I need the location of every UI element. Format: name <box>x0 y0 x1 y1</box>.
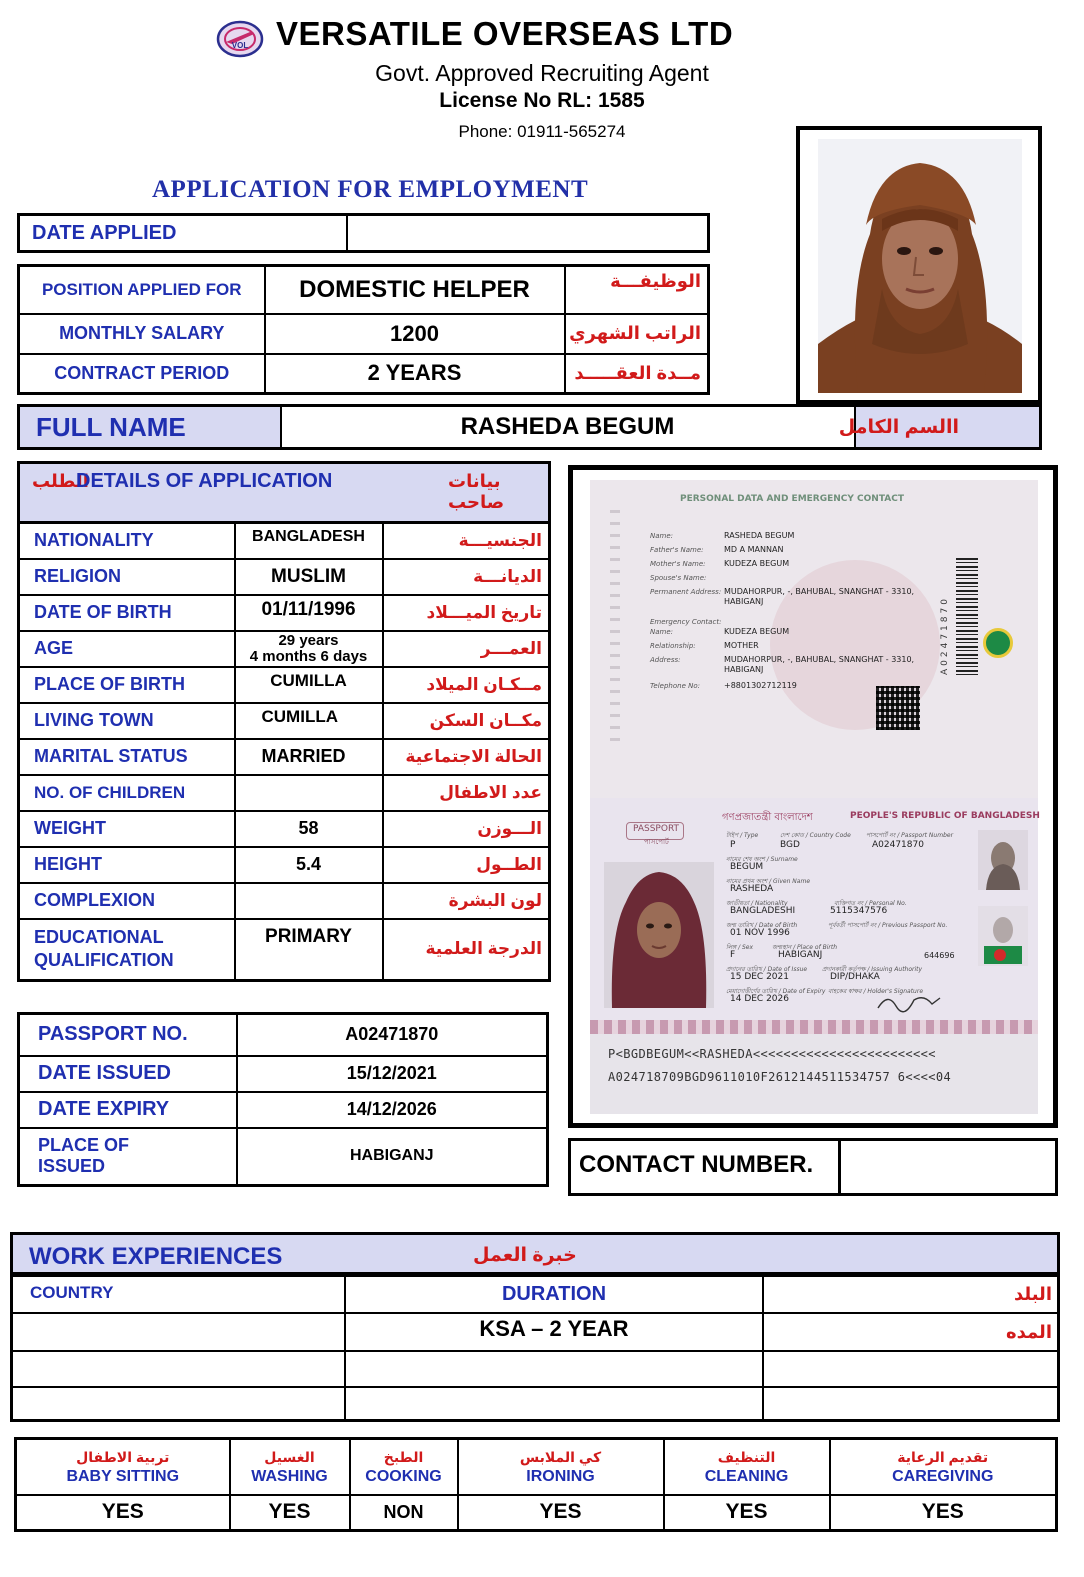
work-row2-duration <box>345 1351 763 1387</box>
pp-label-ec-name: Name: <box>650 628 674 636</box>
living-town-value: CUMILLA <box>235 703 383 739</box>
nationality-arabic: الجنسيـــة <box>383 523 550 559</box>
pp-type: P <box>730 840 736 850</box>
age-years: 29 years <box>278 631 339 649</box>
passport-info-table <box>17 1012 549 1187</box>
pp-name: RASHEDA BEGUM <box>724 531 795 540</box>
pp-ec-phone: +8801302712119 <box>724 681 797 690</box>
pp-label-nationality: জাতীয়তা / Nationality <box>726 900 788 907</box>
pp-issue: 15 DEC 2021 <box>730 972 789 982</box>
work-country-label: COUNTRY <box>11 1276 345 1313</box>
skill-cleaning-en: CLEANING <box>704 1467 789 1485</box>
contract-label: CONTRACT PERIOD <box>19 354 265 394</box>
pp-label-spouse: Spouse's Name: <box>650 574 707 582</box>
full-name-label: FULL NAME <box>19 406 281 449</box>
pp-label-surname: নামের শেষ অংশ / Surname <box>726 856 798 863</box>
passport-no-value: A02471870 <box>237 1014 548 1056</box>
details-title-ar-right: بيانات صاحب <box>448 471 505 512</box>
company-logo-icon <box>216 20 264 58</box>
pp-label-mother: Mother's Name: <box>650 560 706 568</box>
work-row3-extra <box>763 1387 1059 1421</box>
salary-label: MONTHLY SALARY <box>19 314 265 354</box>
weight-arabic: الـــوزن <box>383 811 550 847</box>
pp-label-sex: লিঙ্গ / Sex <box>726 944 754 951</box>
date-applied-label: DATE APPLIED <box>19 215 347 252</box>
complexion-value <box>235 883 383 919</box>
dob-value: 01/11/1996 <box>235 595 383 631</box>
age-value <box>235 631 383 667</box>
date-applied-table <box>17 213 710 253</box>
nationality-value: BANGLADESH <box>235 523 383 559</box>
dob-label: DATE OF BIRTH <box>19 595 235 631</box>
pp-nationality: BANGLADESHI <box>730 906 796 916</box>
skill-baby-sitting-en: BABY SITTING <box>66 1467 180 1485</box>
pp-given: RASHEDA <box>730 884 774 894</box>
skill-ironing-value: YES <box>458 1495 664 1531</box>
place-issued-value: HABIGANJ <box>237 1128 548 1186</box>
age-months-days: 4 months 6 days <box>249 647 368 665</box>
skill-baby-sitting-ar: تربية الاطفال <box>76 1448 170 1465</box>
pp-label-given: নামের প্রথম অংশ / Given Name <box>726 878 811 885</box>
position-value: DOMESTIC HELPER <box>265 266 565 314</box>
pp-label-address: Permanent Address: <box>650 588 722 596</box>
children-arabic: عدد الاطفال <box>383 775 550 811</box>
logo-text: VOL <box>231 41 249 50</box>
pp-label-father: Father's Name: <box>650 546 704 554</box>
work-experiences-header <box>13 1235 1057 1275</box>
work-duration-label: DURATION <box>345 1276 763 1313</box>
position-arabic: الوظيفـــة <box>565 266 709 314</box>
license-number: License No RL: 1585 <box>439 89 645 112</box>
pp-label-dob: জন্ম তারিখ / Date of Birth <box>726 922 798 929</box>
skill-washing-ar: الغسيل <box>264 1448 315 1465</box>
pob-value: CUMILLA <box>235 667 383 703</box>
work-duration-ar: المده <box>763 1313 1059 1351</box>
pp-label-name: Name: <box>650 532 674 540</box>
company-phone: Phone: 01911-565274 <box>458 122 626 141</box>
position-label: POSITION APPLIED FOR <box>19 266 265 314</box>
pp-label-pob: জন্মস্থান / Place of Birth <box>772 944 837 951</box>
education-label-line2: QUALIFICATION <box>34 950 174 971</box>
pp-ec-address-1: MUDAHORPUR, -, BAHUBAL, SNANGHAT - 3310, <box>724 655 915 664</box>
contact-number-box <box>568 1138 1058 1196</box>
pp-ec-relationship: MOTHER <box>724 641 759 650</box>
pp-passport-word-bn: পাসপোর্ট <box>644 838 669 846</box>
skill-caregiving-en: CAREGIVING <box>892 1467 994 1485</box>
marital-arabic: الحالة الاجتماعية <box>383 739 550 775</box>
education-label-line1: EDUCATIONAL <box>34 927 164 948</box>
company-name: VERSATILE OVERSEAS LTD <box>276 15 734 52</box>
pp-signature-icon <box>874 990 944 1014</box>
details-header <box>17 461 551 521</box>
skill-ironing-en: IRONING <box>526 1467 595 1485</box>
education-value: PRIMARY <box>235 919 383 981</box>
passport-no-label: PASSPORT NO. <box>19 1014 237 1056</box>
education-label <box>19 919 235 981</box>
skill-baby-sitting-value: YES <box>16 1495 230 1531</box>
pp-label-country: দেশ কোড / Country Code <box>780 832 851 839</box>
complexion-label: COMPLEXION <box>19 883 235 919</box>
skill-cleaning <box>664 1439 830 1495</box>
pp-label-signature: বাহকের স্বাক্ষর / Holder's Signature <box>828 988 924 995</box>
pob-label: PLACE OF BIRTH <box>19 667 235 703</box>
pp-father: MD A MANNAN <box>724 545 784 554</box>
skill-washing-value: YES <box>230 1495 350 1531</box>
full-name-value: RASHEDA BEGUM <box>281 406 855 449</box>
skill-caregiving <box>830 1439 1057 1495</box>
salary-arabic: الراتب الشهري <box>565 314 709 354</box>
full-name-table <box>17 404 1042 450</box>
work-experiences-section <box>10 1232 1060 1422</box>
height-value: 5.4 <box>235 847 383 883</box>
skill-caregiving-value: YES <box>830 1495 1057 1531</box>
pp-label-expiry: মেয়াদোত্তীর্ণের তারিখ / Date of Expiry <box>726 988 826 995</box>
pp-mrz-line2: A024718709BGD9611010F2612144511534757 6<<<<04 <box>608 1070 952 1084</box>
pp-perm-address-2: HABIGANJ <box>724 597 764 606</box>
applicant-photo <box>818 139 1022 393</box>
date-expiry-label: DATE EXPIRY <box>19 1092 237 1128</box>
date-applied-value <box>347 215 709 252</box>
pp-mrz-line1: P<BGDBEGUM<<RASHEDA<<<<<<<<<<<<<<<<<<<<<<<< <box>608 1047 936 1061</box>
pp-perforation <box>610 510 620 750</box>
children-value <box>235 775 383 811</box>
pp-security-strip <box>590 1020 1038 1034</box>
age-label: AGE <box>19 631 235 667</box>
pp-authority: DIP/DHAKA <box>830 972 880 982</box>
religion-label: RELIGION <box>19 559 235 595</box>
living-town-arabic: مكــان السكن <box>383 703 550 739</box>
date-expiry-value: 14/12/2026 <box>237 1092 548 1128</box>
place-issued-label-line2: ISSUED <box>38 1156 106 1177</box>
skill-caregiving-ar: تقديم الرعاية <box>897 1448 989 1465</box>
contract-value: 2 YEARS <box>265 354 565 394</box>
work-row3-country <box>11 1387 345 1421</box>
details-title: DETAILS OF APPLICATION <box>76 470 333 492</box>
pp-pob: HABIGANJ <box>778 950 823 960</box>
religion-arabic: الديانـــة <box>383 559 550 595</box>
pp-personal-no: 5115347576 <box>830 906 888 916</box>
work-row3-duration <box>345 1387 763 1421</box>
skill-cooking-en: COOKING <box>365 1467 442 1485</box>
pp-number: A02471870 <box>872 840 924 850</box>
skill-washing <box>230 1439 350 1495</box>
work-country-ar: البلد <box>763 1276 1059 1313</box>
pp-passport-word: PASSPORT <box>633 824 680 834</box>
pp-label-issue: প্রদানের তারিখ / Date of Issue <box>726 966 808 973</box>
height-arabic: الطــول <box>383 847 550 883</box>
details-title-ar-left: الطلب <box>32 471 89 491</box>
pp-emblem-icon <box>983 628 1013 658</box>
work-table <box>10 1275 1060 1422</box>
skills-table <box>14 1437 1058 1532</box>
position-table <box>17 264 710 395</box>
pp-qr-code-icon <box>876 686 920 730</box>
full-name-arabic: االسم الكامل <box>855 406 1041 449</box>
work-experiences-title-ar: خبرة العمل <box>473 1245 577 1266</box>
skill-cooking-ar: الطبخ <box>383 1448 424 1465</box>
pp-surname: BEGUM <box>730 862 764 872</box>
skill-ironing <box>458 1439 664 1495</box>
pp-sex: F <box>730 950 736 960</box>
work-row2-country <box>11 1351 345 1387</box>
pp-ghost-photo-top <box>978 830 1028 890</box>
dob-arabic: تاريخ الميـــلاد <box>383 595 550 631</box>
pp-label-authority: প্রদানকারী কর্তৃপক্ষ / Issuing Authority <box>822 966 923 973</box>
living-town-label: LIVING TOWN <box>19 703 235 739</box>
pp-expiry: 14 DEC 2026 <box>730 994 789 1004</box>
contact-number-label: CONTACT NUMBER. <box>571 1141 841 1193</box>
pp-holder-photo <box>604 862 714 1008</box>
weight-label: WEIGHT <box>19 811 235 847</box>
pp-label-ppno: পাসপোর্ট নং / Passport Number <box>866 832 954 839</box>
pp-vertical-number: A02471870 <box>940 596 950 675</box>
age-arabic: العمـــر <box>383 631 550 667</box>
place-issued-label-line1: PLACE OF <box>38 1135 130 1156</box>
contract-arabic: مــدة العقـــــد <box>565 354 709 394</box>
pp-ec-name: KUDEZA BEGUM <box>724 627 790 636</box>
children-label: NO. OF CHILDREN <box>19 775 235 811</box>
marital-label: MARITAL STATUS <box>19 739 235 775</box>
pp-barcode-icon <box>956 558 978 678</box>
salary-value: 1200 <box>265 314 565 354</box>
pp-label-phone: Telephone No: <box>650 682 700 690</box>
pp-code2: 644696 <box>924 951 955 960</box>
marital-value: MARRIED <box>235 739 383 775</box>
skill-cleaning-ar: التنظيف <box>717 1448 776 1465</box>
skill-cooking <box>350 1439 458 1495</box>
pp-country-bn: গণপ্রজাতন্ত্রী বাংলাদেশ <box>722 812 813 823</box>
skill-ironing-ar: كي الملابس <box>519 1448 602 1465</box>
work-row2-extra <box>763 1351 1059 1387</box>
pp-mother: KUDEZA BEGUM <box>724 559 790 568</box>
pob-arabic: مــكـان الميلاد <box>383 667 550 703</box>
education-arabic: الدرجة العلمية <box>383 919 550 981</box>
work-experiences-title: WORK EXPERIENCES <box>29 1243 283 1270</box>
skill-washing-en: WASHING <box>251 1467 328 1485</box>
pp-dob: 01 NOV 1996 <box>730 928 790 938</box>
pp-label-emergency: Emergency Contact: <box>650 618 722 626</box>
place-issued-label <box>19 1128 237 1186</box>
pp-label-relationship: Relationship: <box>650 642 696 650</box>
complexion-arabic: لون البشرة <box>383 883 550 919</box>
pp-ghost-photo-bottom <box>978 906 1028 966</box>
passport-scan <box>590 480 1038 1114</box>
pp-top-heading: PERSONAL DATA AND EMERGENCY CONTACT <box>680 494 904 504</box>
pp-label-ec-address: Address: <box>650 656 681 664</box>
skill-cooking-value: NON <box>350 1495 458 1531</box>
pp-country-en: PEOPLE'S REPUBLIC OF BANGLADESH <box>850 811 1040 821</box>
work-row1-country <box>11 1313 345 1351</box>
pp-label-personal: ব্যক্তিগত নং / Personal No. <box>834 900 907 907</box>
skill-cleaning-value: YES <box>664 1495 830 1531</box>
skill-baby-sitting <box>16 1439 230 1495</box>
pp-label-type: টাইপ / Type <box>726 832 759 839</box>
height-label: HEIGHT <box>19 847 235 883</box>
work-row1-duration: KSA – 2 YEAR <box>345 1313 763 1351</box>
date-issued-value: 15/12/2021 <box>237 1056 548 1092</box>
company-subtitle: Govt. Approved Recruiting Agent <box>375 60 709 86</box>
pp-ec-address-2: HABIGANJ <box>724 665 764 674</box>
date-issued-label: DATE ISSUED <box>19 1056 237 1092</box>
pp-label-prev: পূর্ববর্তী পাসপোর্ট নং / Previous Passport No. <box>828 922 948 929</box>
pp-perm-address-1: MUDAHORPUR, -, BAHUBAL, SNANGHAT - 3310, <box>724 587 915 596</box>
religion-value: MUSLIM <box>235 559 383 595</box>
form-title: APPLICATION FOR EMPLOYMENT <box>152 176 589 203</box>
weight-value: 58 <box>235 811 383 847</box>
pp-code: BGD <box>780 840 800 850</box>
nationality-label: NATIONALITY <box>19 523 235 559</box>
details-table <box>17 521 551 982</box>
